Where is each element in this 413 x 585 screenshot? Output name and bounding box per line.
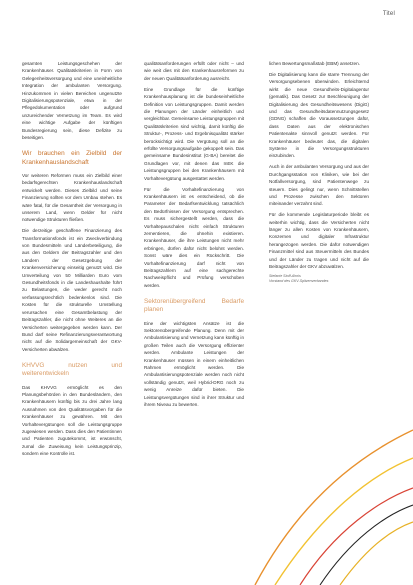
paragraph: Für die Vorhaltefinanzierung von Krankenhäusern ist es entscheidend, ob die Parameter der Bedarfsentwicklung tatsächlich den Bedürfnissen der Versorgung entsprechen. Es muss sichergestellt werden, dass die Vorhaltepauschalen nicht einfach Strukturen zementieren, die ohnehin existieren. Krankenhäuser, die ihre Leistungen nicht mehr erbringen, dürfen dafür nicht belohnt werden. Sonst wäre dies ein Rückschritt. Die Vorhaltefinanzierung darf nicht von Beitragszahlern auf eine sachgerechte Nachweispflicht und Prüfung verschoben werden.: [144, 186, 244, 288]
paragraph: Eine der wichtigsten Ansätze ist die Sektorenübergreifende Planung. Denn mit der Ambulantisierung und Vernetzung kann künftig in großen Teilen auch die Versorgung effizienter werden. Ambulante Leistungen der Krankenhäuser müssen in einem einheitlichen Rahmen ermöglicht werden. Die Ambulantisierungspotenziale werden noch nicht vollständig genutzt, weil Hybrid-DRG noch zu wenig Anreize dafür bieten. Die Leistungsvergütungen sind in ihrer Struktur und ihrem Niveau zu bewerten.: [144, 320, 244, 408]
curve-gold: [340, 522, 413, 585]
paragraph: Die Digitalisierung kann die starre Trennung der Versorgungsebenen überwinden. Erleichternd wirkt die neue Gesundheits-Digitalagentur (gematik). Das Gesetz zur Beschleunigung der Digitalisierung des Gesundheitswesens (DigiG) und das Gesundheitsdatennutzungsgesetz (GDNG) schaffen die Voraussetzungen dafür, dass Daten aus der elektronischen Patientenakte sinnvoll genutzt werden. Für Krankenhäuser bedeutet das, die digitalen Systeme in die Versorgungsstrukturen einzubinden.: [269, 71, 369, 159]
curve-yellow: [275, 458, 413, 585]
paragraph: Das KHVVG ermöglicht es den Planungsbehörden in den Bundesländern, den Krankenhäusern künftig bis zu drei Jahre lang Ausnahmen von den Qualitätsvorgaben für die Krankenhäuser zu gewähren. Mit den Vorhaltevergütungen soll die Leistungsgruppe zugewiesen werden. Dass dies den Patientinnen und Patienten zugutekommt, ist erwünscht, zumal die Zuweisung kein Leistungsprinzip, sondern eine Kontrolle ist.: [22, 384, 122, 457]
paragraph: Die derzeitige geschaffene Finanzierung des Transformationsfonds ist ein Zweckverbindung von Bundesmitteln und Länderbeteiligung, die aus den Geldern der Beitragszahler und den Ländern der Gesetzgebung der Krankenversicherung einseitig genutzt wird. Die Umverteilung von 50 Milliarden Euro vom Gesundheitsfonds in die Landeshaushalte führt zu Belastungen, die weder gerecht noch verfassungsrechtlich bedenkenlos sind. Die Kosten für die strukturelle Umstellung verursachen eine Gesamtbelastung der Beitragszahler, die nicht ohne Weiteres an die Versicherten weitergegeben werden kann. Der Bund darf seine Refinanzierungsverantwortung nicht auf die Solidargemeinschaft der GKV-Versicherten abwälzen.: [22, 228, 122, 352]
curve-orange: [255, 430, 413, 585]
paragraph: gesamten Leistungsgeschehen der Krankenhäuser. Quälitatskriterien in Form von Gelegenheitsversorgung und eine uneinheitliche Integration der ambulanten Versorgung. Hinzukommen in vielen Bereichen ungenutzte Digitalisierungspotenziale, etwa in der Pflegedokumentation oder aufgrund unzureichender Vernetzung im Team. Es wird eine wichtige Aufgabe der künftigen Bundesregierung sein, diese Defizite zu beseitigen.: [22, 61, 122, 141]
column-3: [269, 60, 369, 284]
paragraph: lichen Bewertungsmaßstab (EBM) ansetzen.: [269, 61, 360, 66]
paragraph: Für die kommende Legislaturperiode bleibt es weiterhin wichtig, dass die Versicherten nicht länger zu allen Kosten von Krankenhäusern, Konzernen und digitaler Infrastruktur herangezogen werden. Die dafür notwendigen Finanzmittel sind aus Steuermitteln des Bundes und der Länder zu tragen und nicht auf die Beitragszahler der GKV abzuwälzen.: [269, 212, 369, 270]
column-1: [22, 60, 122, 461]
paragraph: Vor weiteren Reformen muss ein Zielbild einer bedarfsgerechten Krankenhauslandschaft entwickelt werden. Dieses Zielbild und seine Finanzierung sollten vor dem Umbau stehen. Es wäre fatal, für die Gesamtheit der Versorgung in unserem Land, wenn Gelder für nicht notwendige Strukturen fließen.: [22, 172, 122, 223]
paragraph: Eine Grundlage für die künftige Krankenhausplanung ist die bundeseinheitliche Definition von Leistungsgruppen. Damit werden die Planungen der Länder einheitlich und vergleichbar. Gemeinsame Leistungsgruppen mit Qualitätskriterien sind wichtig, damit künftig die Struktur-, Prozess- und Ergebnisqualität stärker berücksichtigt wird. Die Vergütung soll an die erfüllte Versorgungsaufgabe gekoppelt sein. Das gemeinsame Bundesinstitut (G-BA) bereitet die Grundlagen vor, mit denen das InEK die Leistungsgruppen bei den Krankenhäusern mit Vorhaltevergütung ausgestattet werden.: [144, 86, 244, 181]
section-heading: KHVVG nutzen und weiterentwickeln: [22, 362, 122, 378]
section-heading: Wir brauchen ein Zielbild der Krankenhauslandschaft: [22, 150, 122, 166]
paragraph: Auch in der ambulanten Versorgung und aus der Durchgangsstation von Kliniken, wie bei der Notfallversorgung, sind Patientenwege zu steuern. Dies gelingt nur, wenn Schnittstellen und Prozesse zwischen den Sektoren miteinander verzahnt sind.: [269, 164, 369, 207]
curve-black: [320, 505, 413, 585]
section-heading: Sektorenübergreifend Bedarfe planen: [144, 298, 244, 314]
author-caption: Stefanie Stoff-Ahnis Vorstand des GKV-Spitzenverbandes: [269, 274, 329, 284]
curve-red: [300, 488, 413, 585]
paragraph: qualitätsanforderungen erfüllt oder nicht – und wie weit dies mit den Krankenhausreformen zu der neuen Qualitätsanforderung ausreicht.: [144, 61, 244, 81]
column-2: [144, 60, 244, 412]
page-label: Titel: [382, 11, 395, 17]
